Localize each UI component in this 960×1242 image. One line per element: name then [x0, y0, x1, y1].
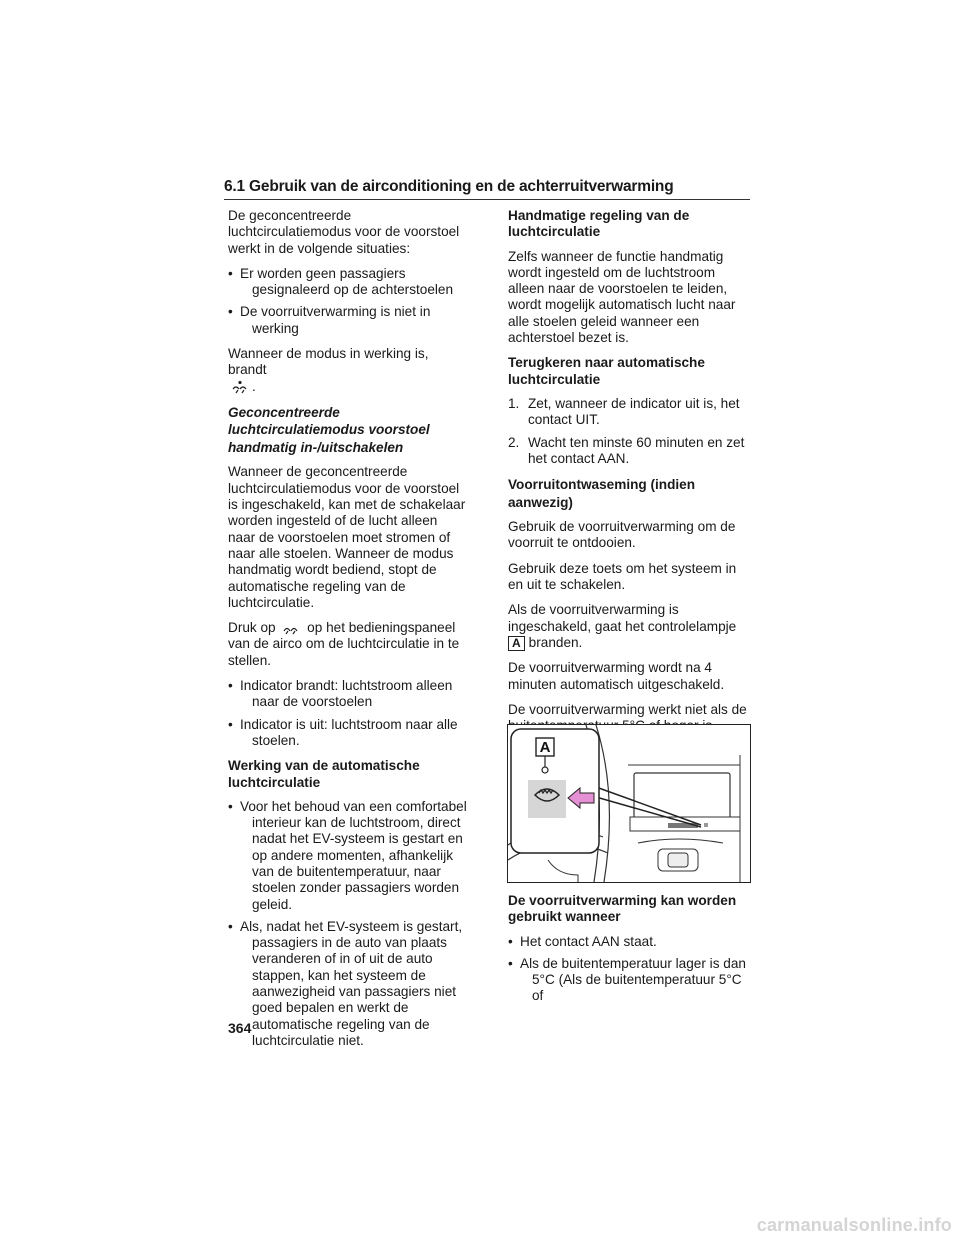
- intro-paragraph: De geconcentreerde luchtcirculatiemodus voor de voorstoel werkt in de volgende situaties:: [228, 208, 460, 256]
- air-circulation-button-icon: [282, 623, 300, 635]
- label-a-box: A: [508, 636, 525, 651]
- auto-circulation-list: [228, 799, 468, 1049]
- step-item: 1. Zet, wanneer de indicator uit is, het contact UIT.: [508, 395, 740, 428]
- list-item: • Er worden geen passagiers gesignaleerd op de achterstoelen: [228, 266, 468, 299]
- defog-paragraph-1: Gebruik de voorruitverwarming om de voorruit te ontdooien.: [508, 519, 736, 551]
- auto-circulation-heading: Werking van de automatische luchtcirculatie: [228, 758, 420, 790]
- defog-paragraph-4: De voorruitverwarming wordt na 4 minuten automatisch uitgeschakeld.: [508, 660, 725, 692]
- list-item: • Indicator is uit: luchtstroom naar alle stoelen.: [228, 717, 468, 750]
- dashboard-svg: [508, 725, 750, 882]
- defog-heading: Voorruitontwaseming (indien aanwezig): [508, 477, 696, 510]
- section-header: 6.1 Gebruik van de airconditioning en de achterruitverwarming: [224, 178, 750, 200]
- left-column: [228, 208, 468, 1058]
- front-seat-airflow-icon: [231, 380, 249, 394]
- step-item: 2. Wacht ten minste 60 minuten en zet het contact AAN.: [508, 434, 745, 466]
- list-item: • Indicator brandt: luchtstroom alleen naar de voorstoelen: [228, 678, 468, 711]
- defog-usage-list: [508, 934, 752, 1005]
- figure-label-a: A: [539, 739, 551, 756]
- list-item: • Voor het behoud van een comfortabel interieur kan de luchtstroom, direct nadat het EV-systeem is gestart en op andere momenten, afhankelijk van de buitentemperatuur, naar stoelen zonder passagiers worden geleid.: [228, 799, 468, 913]
- defog-paragraph-5: De voorruitverwarming werkt niet als de: [508, 701, 747, 717]
- dashboard-illustration: [507, 724, 751, 883]
- return-auto-heading: Terugkeren naar automatische luchtcirculatie: [508, 355, 705, 387]
- page-number: 364: [228, 1020, 252, 1036]
- right-column-bottom: [508, 893, 752, 1014]
- indicator-state-list: [228, 678, 468, 749]
- footer-watermark: carmanualsonline.info: [756, 1215, 952, 1235]
- defog-paragraph-3: Als de voorruitverwarming is ingeschakeld, gaat het controlelampje A branden.: [508, 602, 737, 650]
- situation-list: [228, 266, 468, 337]
- right-column: [508, 208, 752, 743]
- list-item: • De voorruitverwarming is niet in werking: [228, 304, 468, 337]
- manual-toggle-paragraph: Wanneer de geconcentreerde luchtcirculatiemodus voor de voorstoel is ingeschakeld, kan met de schakelaar worden ingesteld of de lucht alleen naar de voorstoelen moet stromen of naar alle stoelen. Wanneer de modus handmatig wordt bediend, stopt de automatische regeling van de luchtcirculatie.: [228, 464, 466, 610]
- manual-control-paragraph: Zelfs wanneer de functie handmatig wordt ingesteld om de luchtstroom alleen naar de voorstoelen te leiden, wordt mogelijk automatisch lucht naar alle stoelen geleid wanneer een achterstoel bezet is.: [508, 248, 736, 346]
- manual-toggle-heading: Geconcentreerde luchtcirculatiemodus voorstoel handmatig in-/uitschakelen: [228, 404, 430, 455]
- list-item: • Het contact AAN staat.: [508, 934, 752, 950]
- list-item: • Als de buitentemperatuur lager is dan 5°C (Als de buitentemperatuur 5°C of: [508, 956, 752, 1005]
- indicator-paragraph: Wanneer de modus in werking is, brandt .: [228, 346, 429, 394]
- defog-paragraph-2: Gebruik deze toets om het systeem in en uit te schakelen.: [508, 560, 737, 593]
- manual-control-heading: Handmatige regeling van de luchtcirculatie: [508, 208, 690, 240]
- list-item: • Als, nadat het EV-systeem is gestart, passagiers in de auto van plaats veranderen of in of uit de auto stappen, kan het systeem de aanwezigheid van passagiers niet goed bepalen en werkt de automatische regeling van de luchtcirculatie niet.: [228, 919, 468, 1049]
- return-steps: [508, 396, 752, 467]
- press-instruction: Druk op op het bedieningspaneel van de airco om de luchtcirculatie in te stellen.: [228, 620, 460, 668]
- defog-usage-heading: De voorruitverwarming kan worden gebruikt wanneer: [508, 893, 737, 925]
